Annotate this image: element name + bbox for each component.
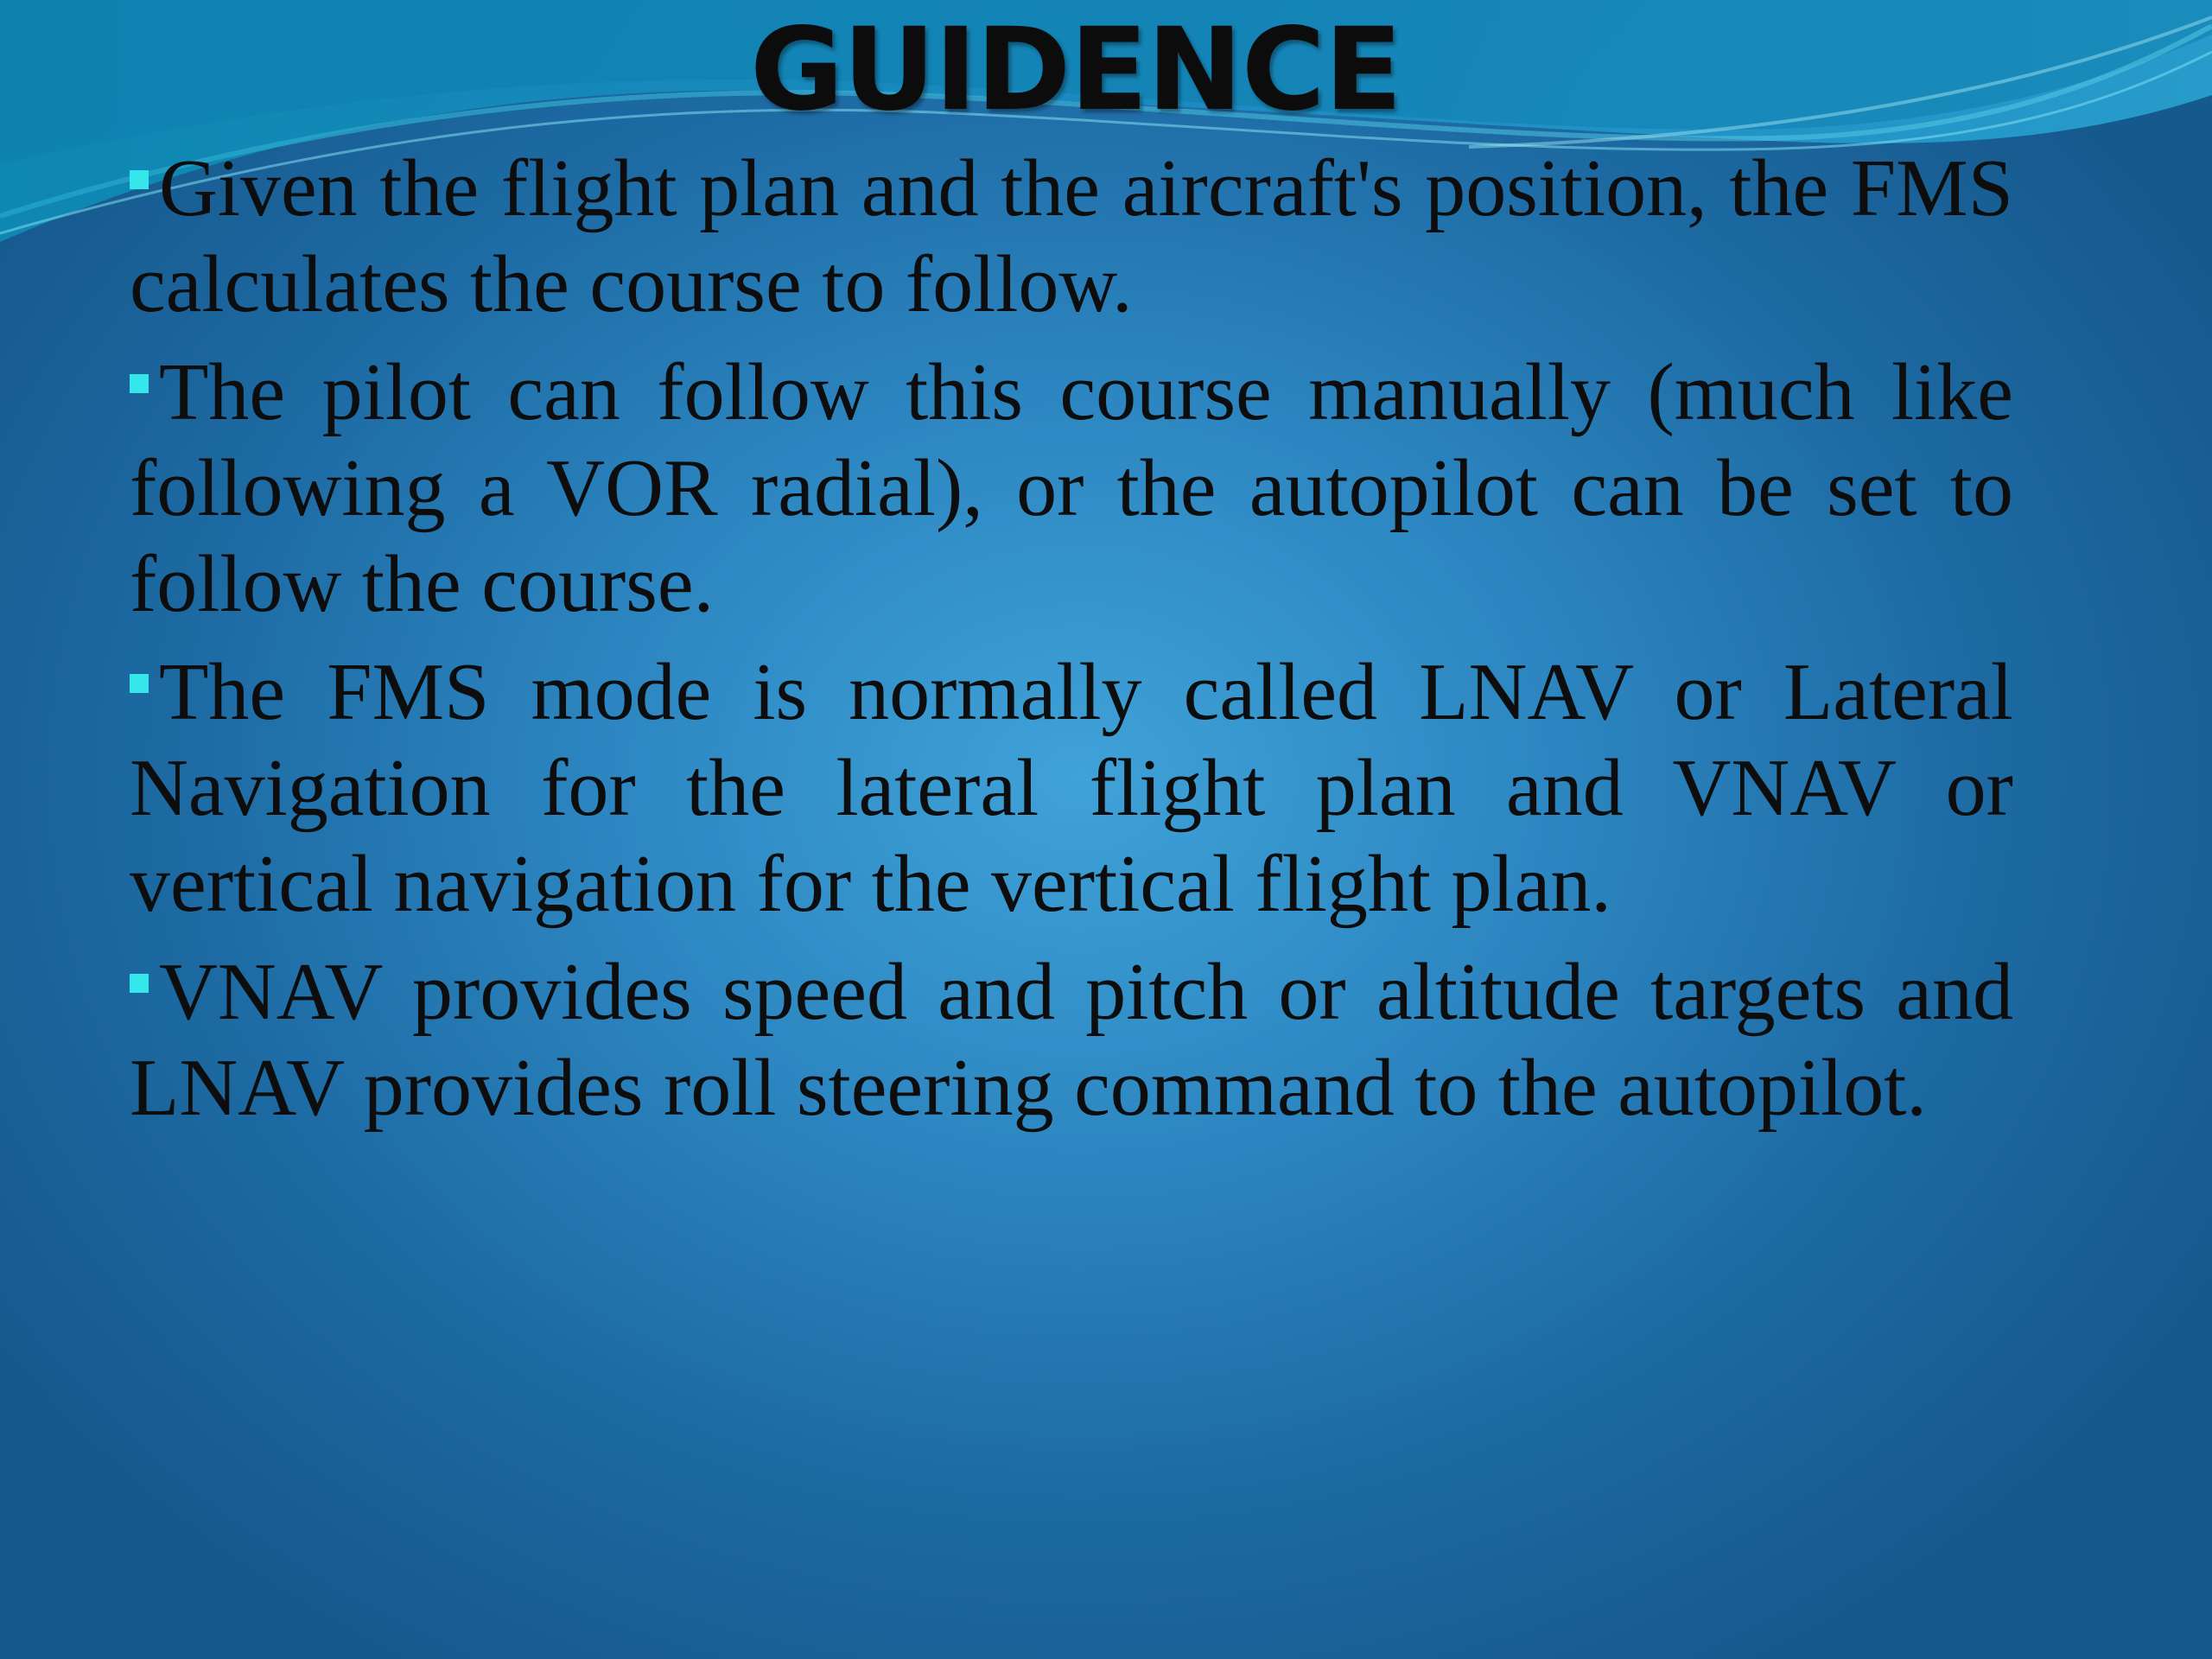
square-bullet-icon <box>130 170 149 189</box>
bullet-list <box>130 141 2013 1148</box>
bullet-text: VNAV provides speed and pitch or altitude targets and LNAV provides roll steering command to the autopilot. <box>130 947 2013 1133</box>
slide-title: GUIDENCE <box>750 3 1402 137</box>
square-bullet-icon <box>130 374 149 393</box>
bullet-text: Given the flight plan and the aircraft's position, the FMS calculates the course to follow. <box>130 143 2013 329</box>
square-bullet-icon <box>130 974 149 993</box>
bullet-text: The FMS mode is normally called LNAV or Lateral Navigation for the lateral flight plan and VNAV or vertical navigation for the vertical flight plan. <box>130 647 2013 929</box>
bullet-item <box>130 141 2013 333</box>
bullet-item <box>130 645 2013 932</box>
bullet-text: The pilot can follow this course manually (much like following a VOR radial), or the autopilot can be set to follow the course. <box>130 347 2013 629</box>
square-bullet-icon <box>130 674 149 693</box>
bullet-item <box>130 345 2013 632</box>
bullet-item <box>130 944 2013 1136</box>
